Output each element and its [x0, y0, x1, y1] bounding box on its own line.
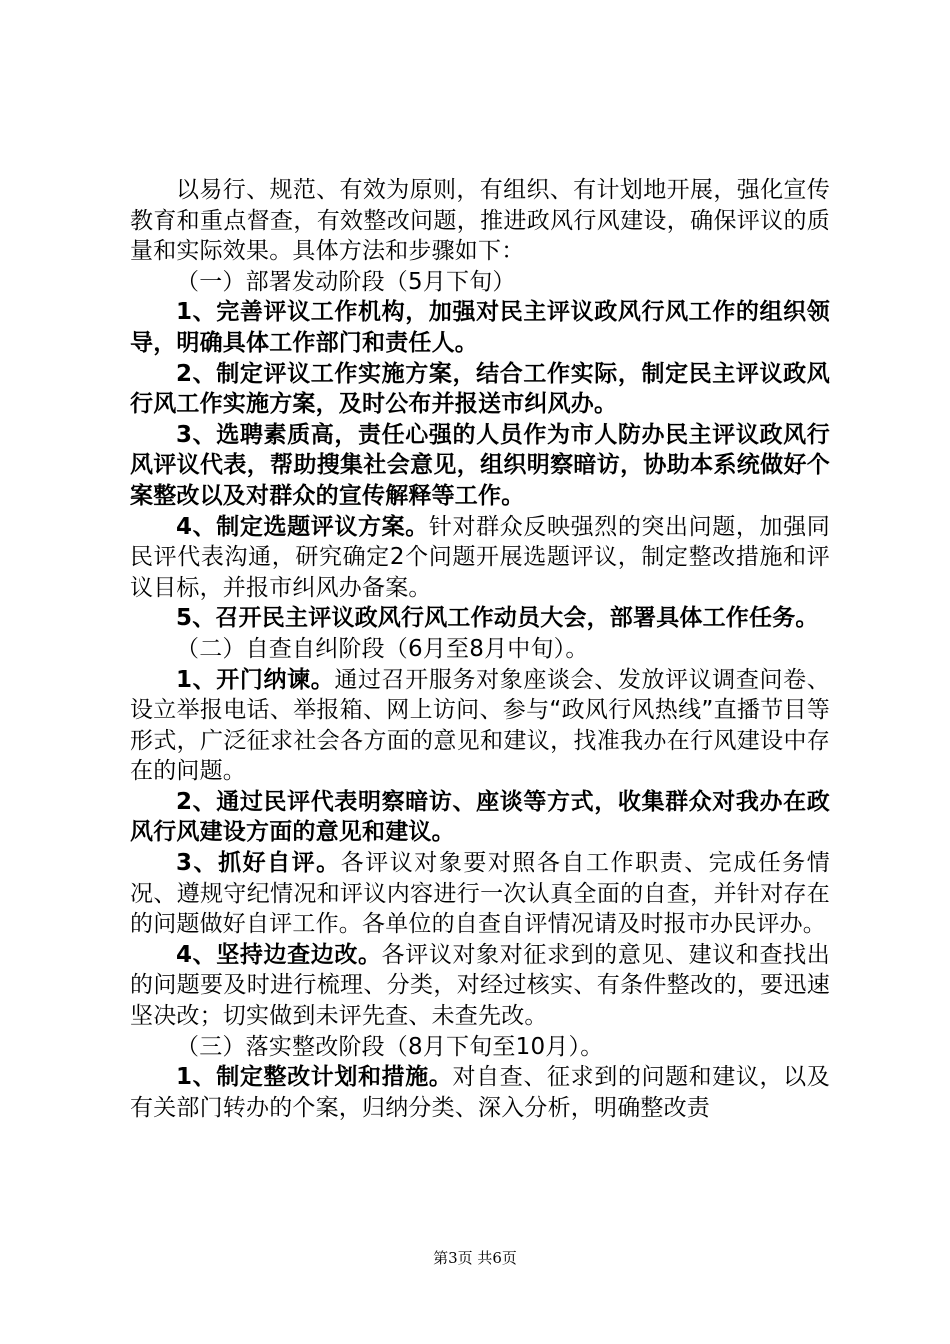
heading-text: （二）自查自纠阶段（6月至8月中旬）。 — [176, 635, 589, 662]
paragraph-item — [130, 848, 830, 940]
paragraph-bold-text: 2、通过民评代表明察暗访、座谈等方式，收集群众对我办在政风行风建设方面的意见和建议。 — [130, 788, 830, 846]
paragraph-item — [130, 940, 830, 1032]
paragraph-text: 对自查、征求到的问题和建议，以及有关部门转办的个案，归纳分类、深入分析，明确整改责 — [130, 1064, 830, 1121]
paragraph-item — [130, 297, 830, 358]
heading-text: （三）落实整改阶段（8月下旬至10月）。 — [176, 1033, 604, 1060]
paragraph-item — [130, 603, 830, 634]
paragraph-bold-text: 1、开门纳谏。 — [176, 666, 335, 693]
section-heading-3 — [130, 1032, 830, 1063]
paragraph-item — [130, 512, 830, 604]
paragraph-bold-text: 4、坚持边查边改。 — [176, 941, 382, 968]
section-heading-1 — [130, 267, 830, 298]
paragraph-bold-text: 3、抓好自评。 — [176, 850, 341, 877]
paragraph-text: 通过召开服务对象座谈会、发放评议调查问卷、设立举报电话、举报箱、网上访问、参与“政风行风热线”直播节目等形式，广泛征求社会各方面的意见和建议，找准我办在行风建设中存在的问题。 — [130, 666, 830, 785]
paragraph-text: 针对群众反映强烈的突出问题，加强同民评代表沟通，研究确定2个问题开展选题评议，制定整改措施和评议目标，并报市纠风办备案。 — [130, 513, 830, 601]
paragraph-bold-text: 2、制定评议工作实施方案，结合工作实际，制定民主评议政风行风工作实施方案，及时公布并报送市纠风办。 — [130, 360, 830, 418]
paragraph-item — [130, 1062, 830, 1123]
paragraph-bold-text: 4、制定选题评议方案。 — [176, 513, 429, 540]
page-number-footer: 第3页 共6页 — [433, 1249, 517, 1267]
paragraph-item — [130, 665, 830, 787]
heading-text: （一）部署发动阶段（5月下旬） — [176, 268, 516, 295]
paragraph-item — [130, 787, 830, 848]
paragraph-bold-text: 1、制定整改计划和措施。 — [176, 1064, 453, 1091]
paragraph-bold-text: 3、选聘素质高，责任心强的人员作为市人防办民主评议政风行风评议代表，帮助搜集社会意见，组织明察暗访，协助本系统做好个案整改以及对群众的宣传解释等工作。 — [130, 421, 830, 509]
document-body — [130, 175, 830, 1123]
paragraph-bold-text: 1、完善评议工作机构，加强对民主评议政风行风工作的组织领导，明确具体工作部门和责任人。 — [130, 299, 830, 356]
section-heading-2 — [130, 634, 830, 665]
paragraph-item — [130, 420, 830, 512]
paragraph-text: 各评议对象要对照各自工作职责、完成任务情况、遵规守纪情况和评议内容进行一次认真全面的自查，并针对存在的问题做好自评工作。各单位的自查自评情况请及时报市办民评办。 — [130, 850, 830, 938]
paragraph-item — [130, 359, 830, 420]
paragraph-bold-text: 5、召开民主评议政风行风工作动员大会，部署具体工作任务。 — [176, 605, 819, 632]
paragraph-text: 各评议对象对征求到的意见、建议和查找出的问题要及时进行梳理、分类，对经过核实、有条件整改的，要迅速坚决改；切实做到未评先查、未查先改。 — [130, 941, 830, 1030]
paragraph-text: 以易行、规范、有效为原则，有组织、有计划地开展，强化宣传教育和重点督查，有效整改问题，推进政风行风建设，确保评议的质量和实际效果。具体方法和步骤如下： — [130, 177, 830, 265]
paragraph-intro — [130, 175, 830, 267]
